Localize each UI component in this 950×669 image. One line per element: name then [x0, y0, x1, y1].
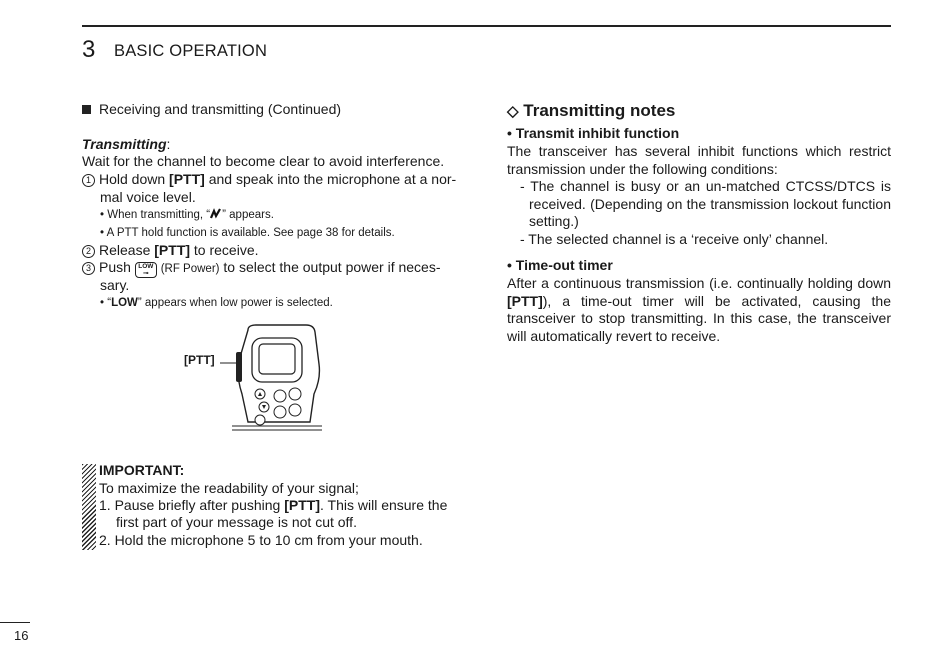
note-1-b: ” appears.	[222, 209, 274, 221]
step-1-text-b: and speak into the microphone at a nor-	[204, 171, 457, 187]
low-key-label: LOW	[138, 263, 154, 270]
inhibit-condition-2: - The selected channel is a ‘receive only’ channel.	[520, 231, 829, 247]
step-2	[82, 242, 259, 260]
note-ptt-hold: • A PTT hold function is available. See page 38 for details.	[100, 227, 395, 239]
step-3-number: 3	[82, 262, 95, 275]
timeout-heading: • Time-out timer	[507, 257, 613, 273]
low-key-icon: LOW ⊸	[135, 262, 157, 278]
ptt-key-ref: [PTT]	[154, 242, 191, 258]
step-1-number: 1	[82, 174, 95, 187]
step-3-cont: sary.	[100, 277, 130, 293]
transmitting-notes-heading	[507, 101, 675, 121]
ptt-callout-label: [PTT]	[184, 353, 215, 367]
transmitting-notes-title: Transmitting notes	[523, 101, 676, 120]
important-item-1-b: . This will ensure the	[320, 497, 448, 513]
transmitting-heading-row	[82, 136, 170, 154]
section-title-row	[82, 101, 341, 119]
important-hatch	[82, 464, 96, 550]
radio-illustration	[218, 324, 330, 436]
step-2-text-a: Release	[99, 242, 155, 258]
ptt-key-ref: [PTT]	[169, 171, 205, 187]
inhibit-text: The transceiver has several inhibit functions which restrict transmission under the following conditions:	[507, 143, 891, 177]
ptt-key-ref: [PTT]	[507, 292, 543, 309]
rf-power-label: (RF Power)	[160, 263, 220, 275]
note-3-b: ” appears when low power is selected.	[137, 297, 333, 309]
step-3	[82, 259, 468, 279]
heading-colon: :	[166, 136, 171, 152]
important-intro: To maximize the readability of your signal;	[99, 480, 359, 496]
header-rule	[82, 25, 891, 27]
step-3-text-a: Push	[99, 259, 135, 275]
section-title: Receiving and transmitting (Continued)	[99, 101, 342, 117]
transmit-icon	[210, 208, 222, 219]
chapter-title: BASIC OPERATION	[114, 42, 268, 60]
transmitting-intro: Wait for the channel to become clear to avoid interference.	[82, 153, 445, 169]
step-2-text-b: to receive.	[190, 242, 259, 258]
low-indicator: LOW	[111, 297, 138, 309]
step-3-text-b: to select the output power if neces-	[219, 259, 441, 275]
square-bullet-icon	[82, 105, 91, 114]
page-number-rule	[0, 622, 30, 623]
important-item-1-a: 1. Pause briefly after pushing	[99, 497, 285, 513]
diamond-icon: ◇	[507, 103, 519, 120]
important-item-1-cont: first part of your message is not cut off.	[116, 514, 357, 530]
important-heading: IMPORTANT:	[99, 462, 185, 478]
note-low-power	[100, 296, 333, 311]
timeout-text-b: ), a time-out timer will be activated, causing the transceiver to stop transmitting. In this case, the transceiver will automatically revert to receive.	[507, 292, 891, 344]
page-number: 16	[14, 628, 29, 643]
ptt-key-ref: [PTT]	[284, 497, 320, 513]
transmitting-heading: Transmitting	[82, 136, 167, 152]
chapter-number: 3	[82, 36, 96, 63]
timeout-text-a: After a continuous transmission (i.e. continually holding down	[507, 275, 891, 291]
important-item-2: 2. Hold the microphone 5 to 10 cm from your mouth.	[99, 532, 423, 548]
inhibit-heading: • Transmit inhibit function	[507, 125, 680, 141]
inhibit-condition-1: - The channel is busy or an un-matched CTCSS/DTCS is received. (Depending on the transmission lockout function setting.)	[520, 178, 891, 230]
timeout-text	[507, 275, 891, 345]
step-1-text-a: Hold down	[99, 171, 170, 187]
step-2-number: 2	[82, 245, 95, 258]
note-3-a: • “	[100, 297, 112, 309]
step-1	[82, 171, 468, 189]
important-item-1	[99, 497, 467, 515]
note-transmitting-icon	[100, 208, 274, 223]
step-1-cont: mal voice level.	[100, 189, 196, 205]
note-1-a: • When transmitting, “	[100, 209, 211, 221]
